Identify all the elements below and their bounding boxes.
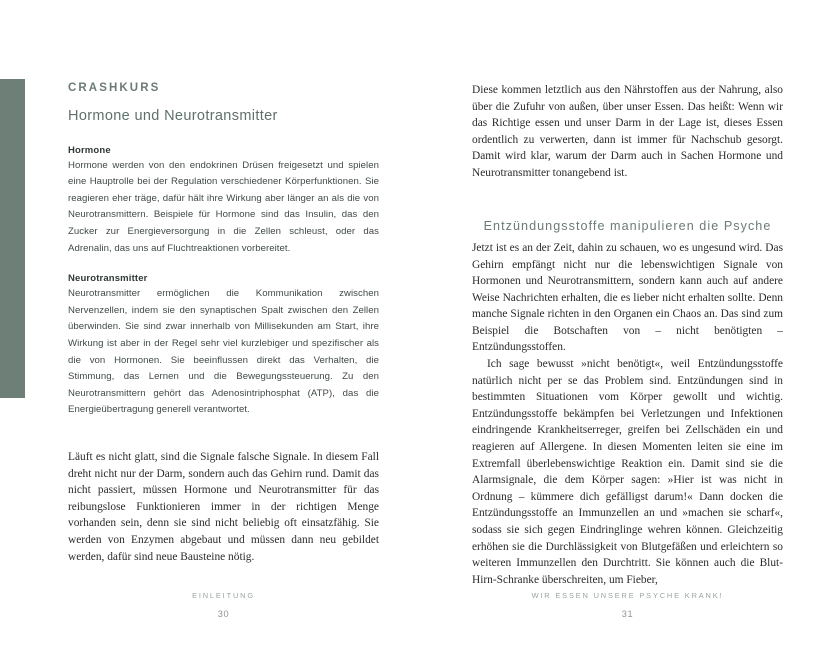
footer-left (68, 592, 379, 620)
section-entzuendungsstoffe (472, 218, 783, 589)
footer-right-page-number: 31 (621, 608, 634, 619)
footer-left-label: EINLEITUNG (192, 591, 255, 600)
crashkurs-subheading-neurotransmitter: Neurotransmitter (68, 273, 148, 285)
chapter-edge-tab (0, 79, 25, 398)
crashkurs-subheading-hormone: Hormone (68, 144, 111, 156)
crashkurs-infobox (68, 82, 379, 419)
crashkurs-title: Hormone und Neurotransmitter (68, 107, 278, 124)
crashkurs-text-hormone: Hormone werden von den endokrinen Drüsen freigesetzt und spielen eine Hauptrolle bei der Regulation verschiedener Körperfunktionen. Sie reagieren eher träge, dafür hält ihre Wirkung aber länger an als die von Neurotransmittern. Beispiele für Hormone sind das Insulin, das den Zucker zur Energieversorgung in die Zellen schleust, oder das Adrenalin, das uns auf Fluchtreaktionen vorbereitet. (68, 159, 379, 254)
left-column (68, 82, 379, 565)
crashkurs-text-neurotransmitter: Neurotransmitter ermöglichen die Kommunikation zwischen Nervenzellen, indem sie den synaptischen Spalt zwischen den Zellen überwinden. Sie sind zwar innerhalb von Millisekunden am Start, ihre Wirkung ist aber in der Regel sehr viel kurzlebiger und spezifischer als die von Hormonen. Sie beeinflussen direkt das Verhalten, die Stimmung, das Lernen und die Bewegungssteuerung. Zu den Neurotransmittern gehört das Adenosintriphosphat (ATP), das die Energieübertragung generell verantwortet. (68, 288, 379, 416)
footer-left-page-number: 30 (217, 608, 230, 619)
crashkurs-kicker: CRASHKURS (68, 82, 161, 94)
left-body-paragraph-1: Läuft es nicht glatt, sind die Signale falsche Signale. In diesem Fall dreht nicht nur der Darm, sondern auch das Gehirn rund. Damit das nicht passiert, müssen Hormone und Neurotransmitter für das reibungslose Funktionieren immer in der richtigen Menge vorhanden sein, denn sie sind nicht beliebig oft einsatzfähig. Sie werden von Enzymen abgebaut und müssen dann neu gebildet werden, dafür sind neue Bausteine nötig. (68, 450, 379, 563)
right-body-paragraph-1: Jetzt ist es an der Zeit, dahin zu schauen, wo es ungesund wird. Das Gehirn empfängt nicht nur die lebenswichtigen Signale von Hormonen und Neurotransmittern, sondern kann auch auf andere Weise Nachrichten erhalten, die es lieber nicht erhalten sollte. Denn manche Signale richten in den Organen ein Chaos an. Das sind zum Beispiel die Botschaften von – nicht benötigten – Entzündungsstoffen. (472, 241, 783, 354)
footer-right-label: WIR ESSEN UNSERE PSYCHE KRANK! (531, 591, 724, 600)
section-heading: Entzündungsstoffe manipulieren die Psyche (483, 218, 772, 233)
right-column (472, 82, 783, 588)
footer-right (472, 592, 783, 620)
right-body-paragraph-continued: Diese kommen letztlich aus den Nährstoffen aus der Nahrung, also über die Zufuhr von außen, über unser Essen. Das heißt: Wenn wir das Richtige essen und unser Darm in der Lage ist, dieses Essen ordentlich zu verwerten, dann ist immer für Nachschub gesorgt. Damit wird klar, warum der Darm auch in Sachen Hormone und Neurotransmitter tonangebend ist. (472, 84, 783, 179)
right-body-paragraph-2: Ich sage bewusst »nicht benötigt«, weil Entzündungsstoffe natürlich nicht per se das Problem sind. Entzündungen sind in bestimmten Situationen vom Körper gewollt und wichtig. Entzündungsstoffe bekämpfen bei Verletzungen und Infektionen eindringende Krankheitserreger, greifen bei Zellschäden ein und reagieren auf Allergene. In diesen Momenten leiten sie eine im Extremfall überlebenswichtige Reaktion ein. Damit sind sie die Alarmsignale, die dem Körper sagen: »Hier ist was nicht in Ordnung – kümmere dich gefälligst darum!« Dann docken die Entzündungsstoffe an Immunzellen an und »machen sie scharf«, sodass sie sich gegen Eindringlinge wehren können. Gleichzeitig erhöhen sie die Durchlässigkeit von Blutgefäßen und erleichtern so weiteren Immunzellen den Durchtritt. Sie können auch die Blut-Hirn-Schranke überschreiten, um Fieber, (472, 358, 783, 586)
